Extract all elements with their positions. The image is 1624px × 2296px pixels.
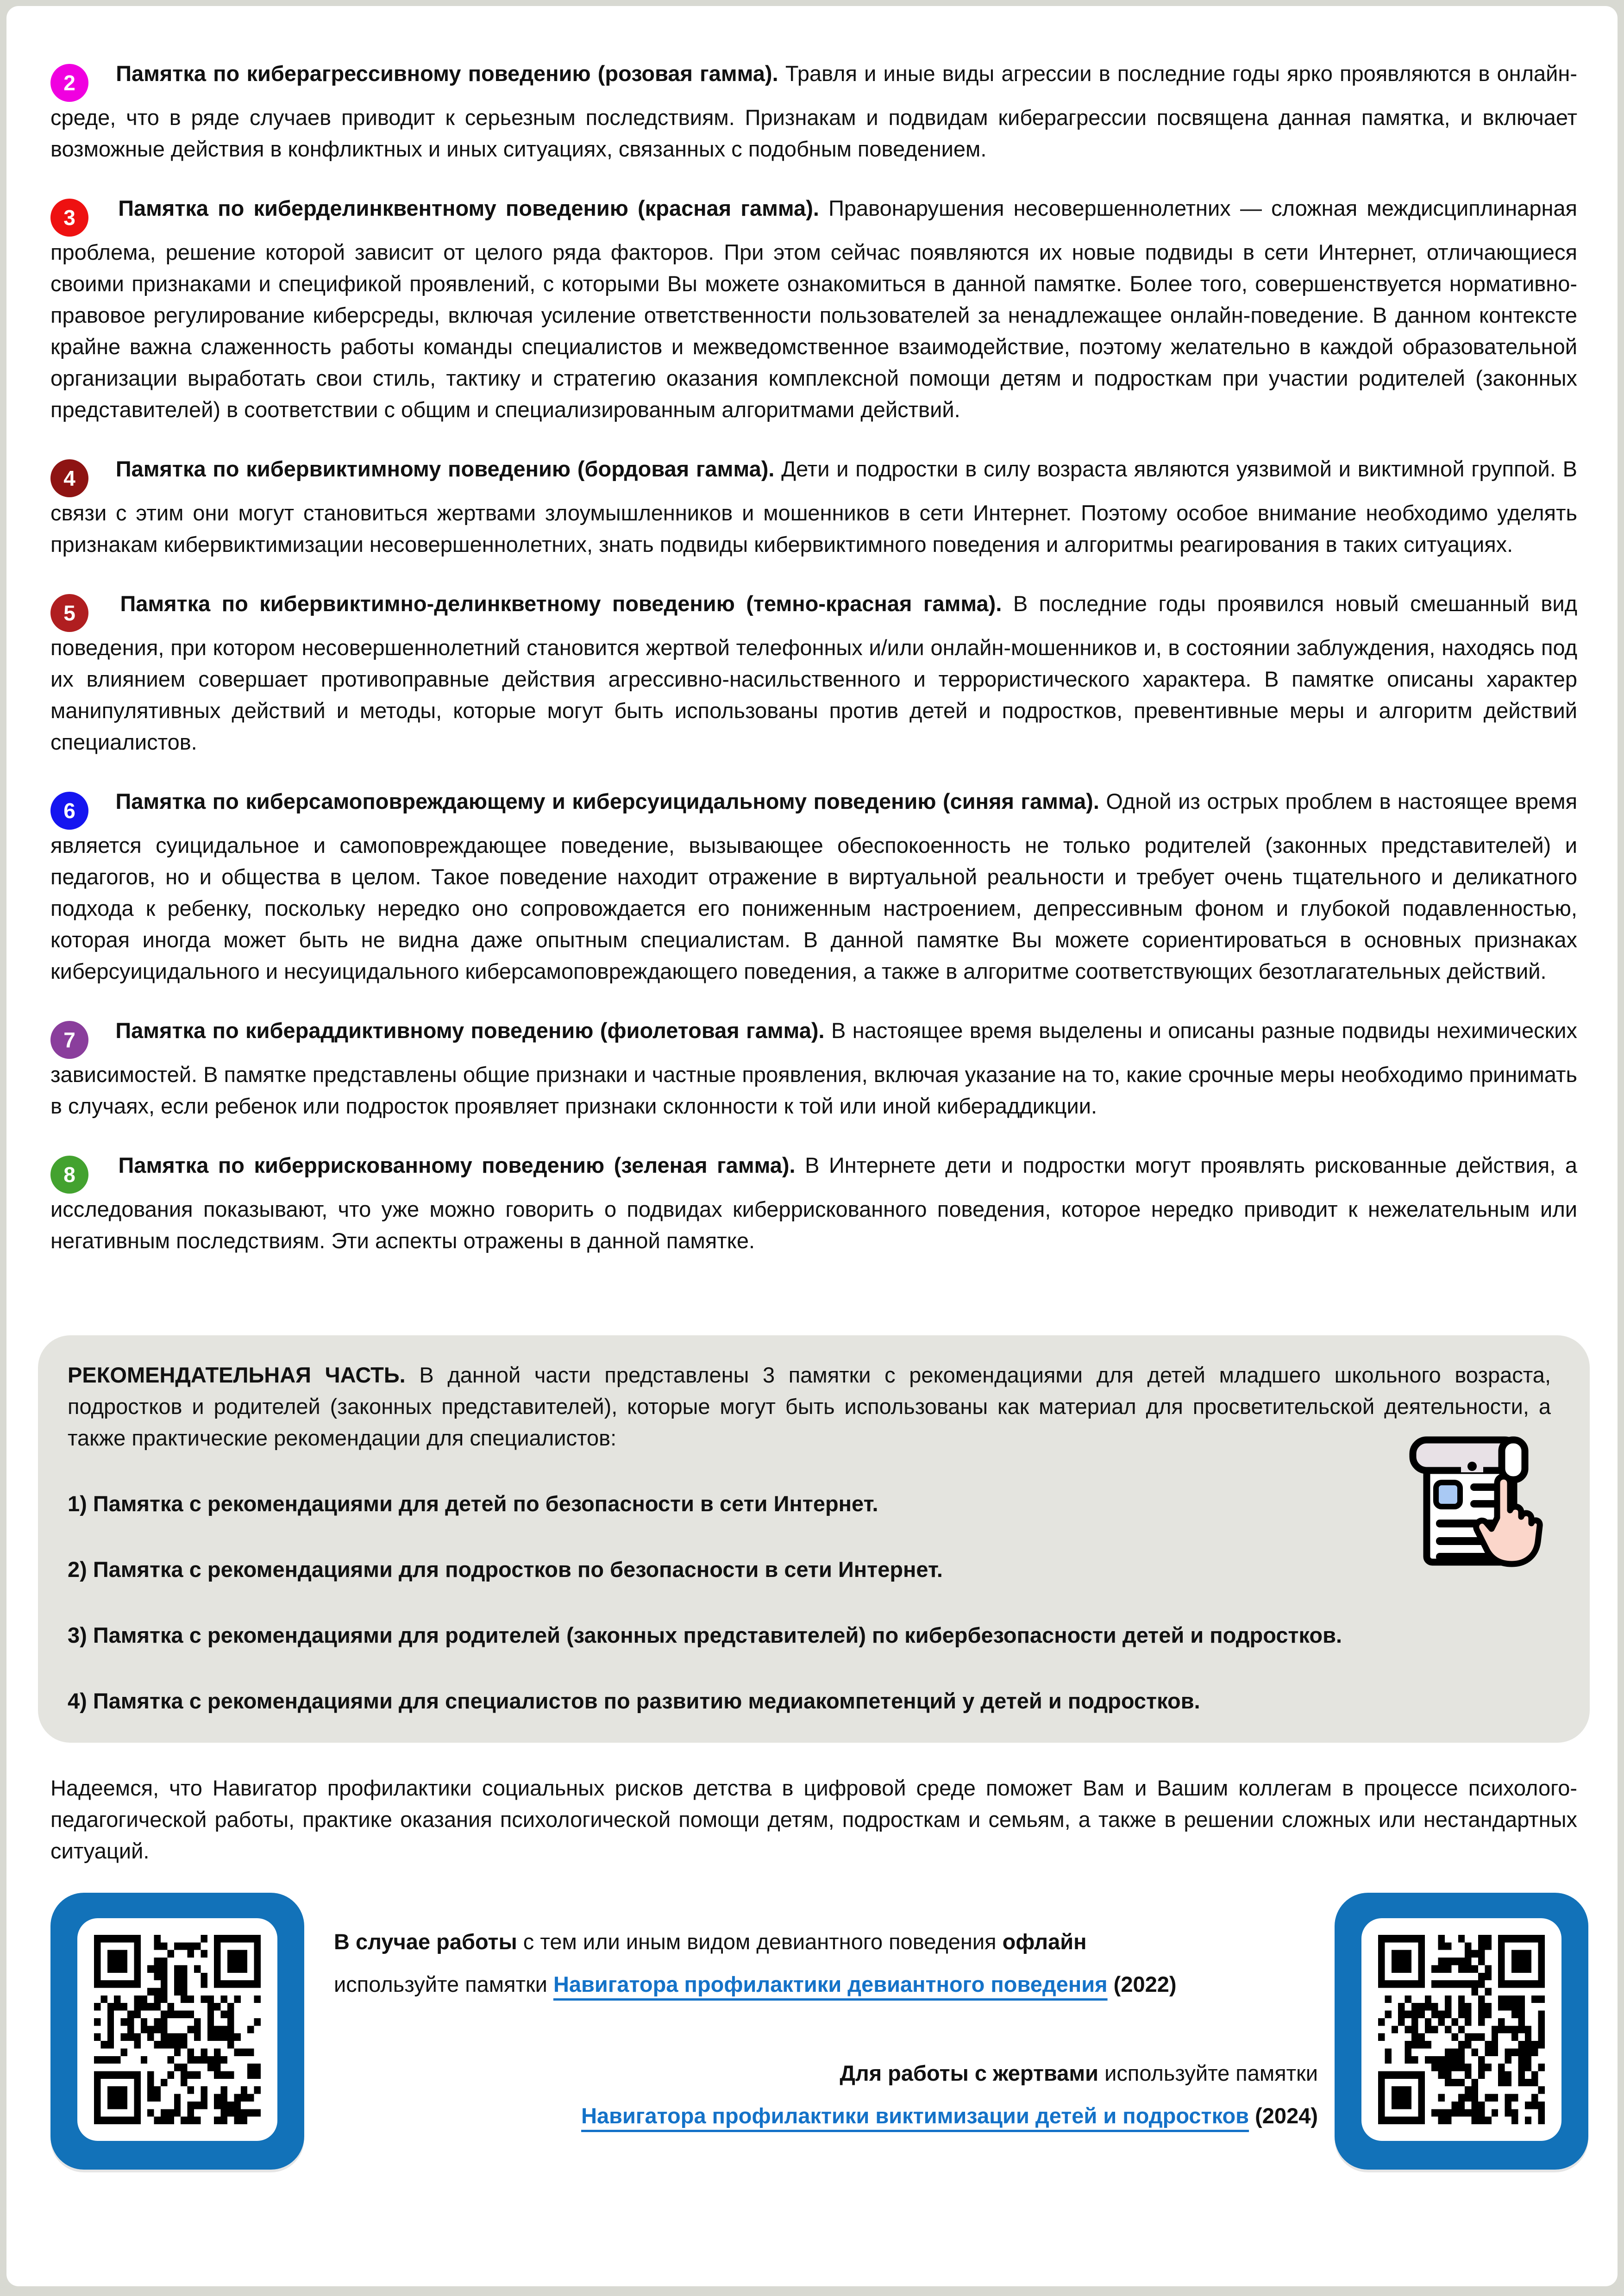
item-body: В последние годы проявился новый смешанный вид поведения, при котором несовершеннолетний становится жертвой телефонных и/или онлайн-мошенников и, в состоянии заблуждения, находясь под их влиянием совершает противоправные действия агрессивно-насильственного и террористического характера. В памятке описаны характер манипулятивных действий и методы, которые могут быть использованы против детей и подростков, превентивные меры и алгоритм действий специалистов.	[50, 591, 1577, 754]
memo-item-6	[50, 786, 1577, 987]
victims-note-text: используйте памятки	[1104, 2061, 1318, 2085]
item-title: Памятка по кибераддиктивному поведению (фиолетовая гамма).	[115, 1018, 825, 1043]
main-content	[50, 58, 1577, 2171]
blue-checkbox-icon	[1436, 1483, 1460, 1507]
item-title: Памятка по киберрискованному поведению (зеленая гамма).	[118, 1153, 796, 1177]
memo-item-5	[50, 588, 1577, 758]
offline-note-prefix: используйте памятки	[334, 1972, 547, 1996]
deviant-navigator-link[interactable]: Навигатора профилактики девиантного поведения	[553, 1972, 1108, 1996]
victimization-navigator-link[interactable]: Навигатора профилактики виктимизации детей и подростков	[581, 2103, 1249, 2128]
recommendation-list-item: 3) Памятка с рекомендациями для родителей (законных представителей) по кибербезопасности детей и подростков.	[68, 1623, 1342, 1647]
memo-item-2	[50, 58, 1577, 165]
item-body: Травля и иные виды агрессии в последние годы ярко проявляются в онлайн-среде, что в ряде случаев приводит к серьезным последствиям. Признакам и подвидам киберагрессии посвящена данная памятка, и включает возможные действия в конфликтных и иных ситуациях, связанных с подобным поведением.	[50, 61, 1577, 161]
item-title: Памятка по киберсамоповреждающему и киберсуицидальному поведению (синяя гамма).	[115, 789, 1099, 813]
offline-note	[334, 1921, 1318, 2006]
item-title: Памятка по кибервиктимно-делинкветному поведению (темно-красная гамма).	[120, 591, 1002, 616]
memo-item-8	[50, 1150, 1577, 1257]
item-number-badge: 7	[50, 1021, 88, 1059]
offline-note-text: с тем или иным видом девиантного поведения	[523, 1929, 997, 1954]
closing-paragraph: Надеемся, что Навигатор профилактики социальных рисков детства в цифровой среде поможет Вам и Вашим коллегам в процессе психолого-педагогической работы, практике оказания психологической помощи детям, подросткам и семьям, а также в решении сложных или нестандартных ситуаций.	[50, 1776, 1577, 1863]
item-title: Памятка по кибервиктимному поведению (бордовая гамма).	[115, 457, 775, 481]
item-number-badge: 8	[50, 1156, 88, 1194]
memo-item-3	[50, 193, 1577, 425]
item-body: Одной из острых проблем в настоящее время является суицидальное и самоповреждающее поведение, вызывающее обеспокоенность не только родителей (законных представителей) и педагогов, но и общества в целом. Такое поведение находит отражение в виртуальной реальности и требует очень тщательного и деликатного подхода к ребенку, поскольку нередко оно сопровождается его пониженным настроением, депрессивным фоном и глубокой подавленностью, которая иногда может быть не видна даже опытным специалистам. В данной памятке Вы можете сориентироваться в основных признаках киберсуицидального и несуицидального киберсамоповреждающего поведения, а также в алгоритме соответствующих безотлагательных действий.	[50, 789, 1578, 983]
item-number-badge: 3	[50, 199, 88, 237]
item-body: Правонарушения несовершеннолетних — сложная междисциплинарная проблема, решение которой зависит от целого ряда факторов. При этом сейчас появляются их новые подвиды в сети Интернет, отличающиеся своими признаками и спецификой проявлений, с которыми Вы можете ознакомиться в данной памятке. Более того, совершенствуется нормативно-правовое регулирование киберсреды, включая усиление ответственности пользователей за ненадлежащее онлайн-поведение. В данном контексте крайне важна слаженность работы команды специалистов и межведомственное взаимодействие, поэтому желательно в каждой образовательной организации выработать свои стиль, тактику и стратегию оказания комплексной помощи детям и подросткам при участии родителей (законных представителей) в соответствии с общим и специализированным алгоритмами действий.	[50, 196, 1578, 422]
recommendation-list-item: 2) Памятка с рекомендациями для подростков по безопасности в сети Интернет.	[68, 1557, 943, 1582]
recommendations-title: РЕКОМЕНДАТЕЛЬНАЯ ЧАСТЬ.	[68, 1363, 406, 1387]
item-body: В Интернете дети и подростки могут проявлять рискованные действия, а исследования показывают, что уже можно говорить о подвидах киберрискованного поведения, которое нередко приводит к нежелательным или негативным последствиям. Эти аспекты отражены в данной памятке.	[50, 1153, 1577, 1253]
victims-note-year: (2024)	[1255, 2103, 1318, 2128]
footer-text-column	[334, 1921, 1318, 2137]
item-body: Дети и подростки в силу возраста являются уязвимой и виктимной группой. В связи с этим они могут становиться жертвами злоумышленников и мошенников в сети Интернет. Поэтому особое внимание необходимо уделять признакам кибервиктимизации несовершеннолетних, знать подвиды кибервиктимного поведения и алгоритмы реагирования в таких ситуациях.	[50, 457, 1578, 557]
recommendation-list-item: 1) Памятка с рекомендациями для детей по безопасности в сети Интернет.	[68, 1491, 878, 1516]
qr-code-offline	[77, 1918, 277, 2141]
item-number-badge: 2	[50, 64, 88, 102]
qr-panel-victims	[1335, 1893, 1588, 2170]
recommendations-box	[38, 1335, 1590, 1743]
recommendations-header	[68, 1359, 1560, 1454]
victims-note	[334, 2052, 1318, 2137]
recommendation-list-item: 4) Памятка с рекомендациями для специалистов по развитию медиакомпетенций у детей и подростков.	[68, 1689, 1200, 1713]
item-title: Памятка по киберагрессивному поведению (розовая гамма).	[116, 61, 778, 86]
document-pointer-icon	[1406, 1432, 1545, 1570]
item-number-badge: 4	[50, 459, 88, 497]
item-body: В настоящее время выделены и описаны разные подвиды нехимических зависимостей. В памятке представлены общие признаки и частные проявления, включая указание на то, какие срочные меры необходимо принимать в случаях, если ребенок или подросток проявляет признаки склонности к той или иной кибераддикции.	[50, 1018, 1577, 1118]
memo-item-7	[50, 1015, 1577, 1122]
recommendations-intro: В данной части представлены 3 памятки с рекомендациями для детей младшего школьного возраста, подростков и родителей (законных представителей), которые могут быть использованы как материал для просветительской деятельности, а также практические рекомендации для специалистов:	[68, 1363, 1551, 1450]
item-number-badge: 5	[50, 594, 88, 632]
offline-note-bold: офлайн	[1002, 1929, 1087, 1954]
victims-note-bold: Для работы с жертвами	[840, 2061, 1099, 2085]
memo-item-4	[50, 453, 1577, 560]
item-number-badge: 6	[50, 792, 88, 830]
offline-note-bold: В случае работы	[334, 1929, 517, 1954]
qr-code-victims	[1361, 1918, 1561, 2141]
footer-section	[50, 1893, 1577, 2171]
document-sheet	[6, 6, 1618, 2286]
qr-panel-offline	[50, 1893, 304, 2170]
offline-note-year: (2022)	[1113, 1972, 1177, 1996]
item-title: Памятка по киберделинквентному поведению (красная гамма).	[118, 196, 819, 220]
